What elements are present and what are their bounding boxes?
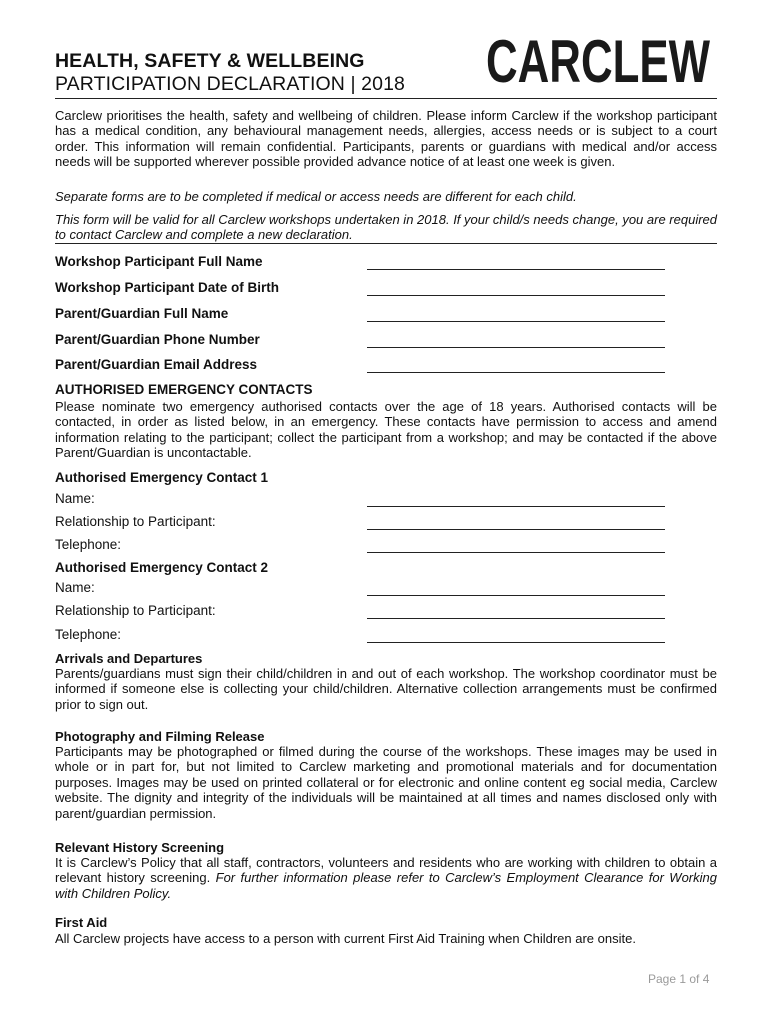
first-aid-text: All Carclew projects have access to a person with current First Aid Training when Children are onsite. (55, 931, 636, 946)
carclew-logo (484, 28, 714, 95)
field-label: Telephone: (55, 627, 122, 642)
field-label: Parent/Guardian Phone Number (55, 332, 260, 347)
intro-paragraph: Carclew prioritises the health, safety and wellbeing of children. Please inform Carclew if the workshop participant has a medical condition, any behavioural management needs, allergies, access needs or is subject to a court order. This information will remain confidential. Participants, parents or guardians with medical and/or access needs will be supported wherever possible provided advance notice of at least one week is given. (55, 108, 717, 170)
contact1-telephone-field (55, 537, 717, 555)
screening-text (55, 855, 717, 901)
field-label: Name: (55, 491, 95, 506)
page-number: Page 1 of 4 (648, 972, 710, 986)
participant-name-field (55, 254, 717, 272)
contact2-telephone-input-line[interactable] (367, 642, 665, 643)
validity-note: This form will be valid for all Carclew workshops undertaken in 2018. If your child/s needs change, you are required to contact Carclew and complete a new declaration. (55, 212, 717, 243)
participant-name-input-line[interactable] (367, 269, 665, 270)
contact1-heading: Authorised Emergency Contact 1 (55, 470, 269, 485)
guardian-email-field (55, 357, 717, 375)
emergency-heading: AUTHORISED EMERGENCY CONTACTS (55, 382, 313, 397)
first-aid-heading: First Aid (55, 915, 108, 930)
contact1-relationship-field (55, 514, 717, 532)
field-label: Name: (55, 580, 95, 595)
logo-wordmark: CARCLEW (486, 28, 711, 95)
field-label: Telephone: (55, 537, 122, 552)
contact2-telephone-field (55, 627, 717, 645)
page-subtitle: PARTICIPATION DECLARATION | 2018 (55, 73, 405, 95)
contact1-telephone-input-line[interactable] (367, 552, 665, 553)
screening-policy-reference: For further information please refer to Carclew’s Employment Clearance for Working with Children Policy. (55, 870, 717, 901)
intro-divider (55, 243, 717, 244)
participant-dob-input-line[interactable] (367, 295, 665, 296)
participant-dob-field (55, 280, 717, 298)
guardian-phone-field (55, 332, 717, 350)
arrivals-heading: Arrivals and Departures (55, 651, 203, 666)
arrivals-text: Parents/guardians must sign their child/children in and out of each workshop. The workshop coordinator must be informed if someone else is collecting your child/children. Alternative collection arrangements must be confirmed prior to sign out. (55, 666, 717, 712)
guardian-name-input-line[interactable] (367, 321, 665, 322)
field-label: Workshop Participant Date of Birth (55, 280, 280, 295)
guardian-name-field (55, 306, 717, 324)
header-divider (55, 98, 717, 99)
contact2-name-input-line[interactable] (367, 595, 665, 596)
photography-text: Participants may be photographed or filmed during the course of the workshops. These images may be used in whole or in part for, but not limited to Carclew marketing and promotional materials and for documentation purposes. Images may be used on printed collateral or for electronic and online content eg social media, Carclew website. The dignity and integrity of the individuals will be maintained at all times and names disclosed only with parent/guardian permission. (55, 744, 717, 821)
field-label: Relationship to Participant: (55, 514, 216, 529)
contact2-relationship-input-line[interactable] (367, 618, 665, 619)
field-label: Parent/Guardian Email Address (55, 357, 258, 372)
contact2-heading: Authorised Emergency Contact 2 (55, 560, 269, 575)
guardian-email-input-line[interactable] (367, 372, 665, 373)
photography-heading: Photography and Filming Release (55, 729, 265, 744)
field-label: Parent/Guardian Full Name (55, 306, 229, 321)
contact1-relationship-input-line[interactable] (367, 529, 665, 530)
emergency-paragraph: Please nominate two emergency authorised contacts over the age of 18 years. Authorised contacts will be contacted, in order as listed below, in an emergency. These contacts have permission to access and amend information relating to the participant; collect the participant from a workshop; and may be contacted if the above Parent/Guardian is uncontactable. (55, 399, 717, 461)
field-label: Workshop Participant Full Name (55, 254, 263, 269)
screening-body: It is Carclew’s Policy that all staff, contractors, volunteers and residents who are working with children to obtain a relevant history screening. (55, 855, 717, 886)
contact2-relationship-field (55, 603, 717, 621)
contact2-name-field (55, 580, 717, 598)
field-label: Relationship to Participant: (55, 603, 216, 618)
contact1-name-input-line[interactable] (367, 506, 665, 507)
separate-forms-note: Separate forms are to be completed if medical or access needs are different for each child. (55, 189, 577, 204)
contact1-name-field (55, 491, 717, 509)
guardian-phone-input-line[interactable] (367, 347, 665, 348)
screening-heading: Relevant History Screening (55, 840, 225, 855)
page-title: HEALTH, SAFETY & WELLBEING (55, 50, 365, 72)
